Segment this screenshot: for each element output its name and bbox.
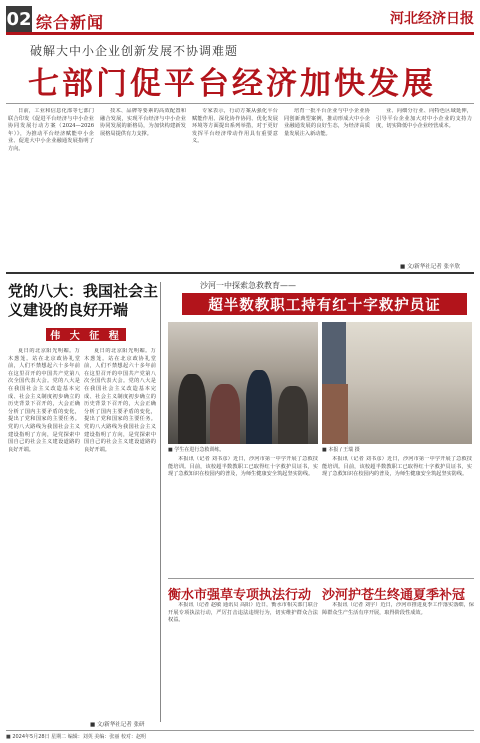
lead-column-5: 业、向细分行业、向特色区域延伸，引导平台企业加大对中小企业的支持力度，切实降低中小企业经营成本。 [376,108,472,130]
column-rule [160,282,161,722]
right-story-body-1: 本报讯（记者 刘书彦）近日，沙河市第一中学开展了急救技能培训。目前，该校超半数教职工已取得红十字救护员证书，实现了急救知识在校园内的普及，为师生健康安全筑起坚实防线。 [168,456,318,478]
bottom-left-body: 本报讯（记者 赵敏 通讯员 高阳）近日，衡水市相关部门联合开展专项执法行动，严厉打击违法违规行为，切实维护群众合法权益。 [168,602,318,624]
right-story-kicker: 沙河一中探索急救教育—— [200,281,296,290]
header-rule [6,32,474,35]
page-header [6,4,474,38]
section-title: 综合新闻 [36,13,105,32]
right-story-headline: 超半数教职工持有红十字救护员证 [182,293,467,315]
left-story-column-tag: 伟 大 征 程 [46,328,126,341]
left-story-body-1: 夏日的北京阳光明媚。万木葱茏。站在北京政协礼堂前，人们不禁想起六十多年前在这里召开的中国共产党第八次全国代表大会。党的八大是在我国社会主义改造基本完成、社会主义制度初步确立的历史背景下召开的，大会正确分析了国内主要矛盾的变化，提出了党和国家的主要任务。党的八大路线为我国社会主义建设指明了方向，是党探索中国自己的社会主义建设道路的良好开端。 [8,348,80,453]
photo-caption-2: ■ 本报 / 王瑞 摄 [322,447,360,453]
bottom-rule [168,578,474,579]
photo-caption-1: ■ 学生在进行急救训练。 [168,447,225,453]
lead-headline: 七部门促平台经济加快发展 [28,66,436,102]
paper-logo: 河北经济日报 [390,11,474,27]
lead-kicker: 破解大中小企业创新发展不协调难题 [30,44,239,58]
students-photo [322,322,472,444]
right-story-body-2: 本报讯（记者 刘书彦）近日，沙河市第一中学开展了急救技能培训。目前，该校超半数教职工已取得红十字救护员证书，实现了急救知识在校园内的普及，为师生健康安全筑起坚实防线。 [322,456,472,478]
lead-column-2: 技术、品牌等要素的高效配置和融合发展，实现平台经济与中小企业协同发展的新格局，为加快构建新发展格局提供有力支撑。 [100,108,186,137]
left-story-title: 党的八大：我国社会主义建设的良好开端 [8,282,159,319]
page-footer: ■ 2024年5月28日 星期二 编辑：刘英 美编：张丽 校对：赵明 [6,730,474,743]
lead-column-3: 专家表示，行动方案从强化平台赋能作用、深化协作协同、优化发展环境等方面提出系列举措，对于更好发挥平台经济带动作用具有重要意义。 [192,108,278,145]
bottom-right-headline: 沙河护苍生终通夏季补冠 [322,588,466,603]
page-number: 02 [6,6,32,32]
bottom-right-body: 本报讯（记者 刘宇）近日，沙河市推进夏季工作落实落细，保障群众生产生活有序开展，取得阶段性成效。 [322,602,474,616]
lead-column-1: 日前，工业和信息化部等七部门联合印发《促进平台经济与中小企业协同发展行动方案（2024—2026年）》，为推动平台经济赋能中小企业、促进大中小企业融通发展指明了方向。 [8,108,94,152]
section-divider [6,272,474,274]
lead-column-4: 培育一批平台企业与中小企业协同创新典型案例，推动形成大中小企业融通发展的良好生态，为经济高质量发展注入新动能。 [284,108,370,137]
left-story-byline: ■ 文/新华社记者 张研 [90,722,145,728]
training-photo [168,322,318,444]
lead-rule [6,103,474,104]
left-story-body-2: 夏日的北京阳光明媚。万木葱茏。站在北京政协礼堂前，人们不禁想起六十多年前在这里召开的中国共产党第八次全国代表大会。党的八大是在我国社会主义改造基本完成、社会主义制度初步确立的历史背景下召开的，大会正确分析了国内主要矛盾的变化，提出了党和国家的主要任务。党的八大路线为我国社会主义建设指明了方向，是党探索中国自己的社会主义建设道路的良好开端。 [84,348,156,453]
lead-byline: ■ 文/新华社记者 张辛欣 [400,264,461,270]
bottom-left-headline: 衡水市强草专项执法行动 [168,588,312,603]
